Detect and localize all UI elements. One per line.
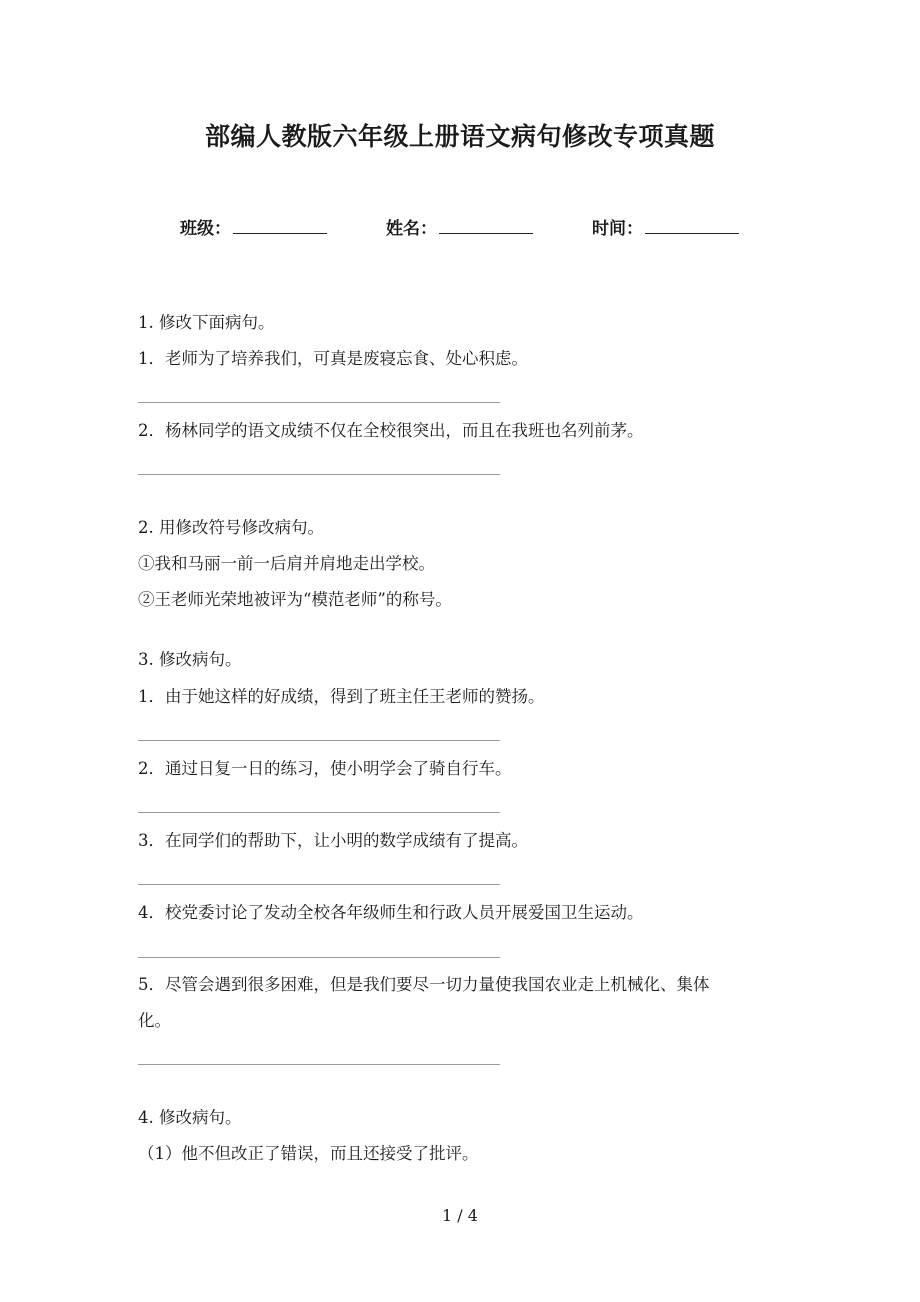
question-3-item-4: 4．校党委讨论了发动全校各年级师生和行政人员开展爱国卫生运动。 xyxy=(138,903,644,922)
question-3-item-1: 1．由于她这样的好成绩，得到了班主任王老师的赞扬。 xyxy=(138,687,545,706)
class-field xyxy=(180,214,327,239)
question-3-item-5: 5．尽管会遇到很多困难，但是我们要尽一切力量使我国农业走上机械化、集体 xyxy=(138,975,710,994)
document-title: 部编人教版六年级上册语文病句修改专项真题 xyxy=(204,122,715,151)
answer-line[interactable] xyxy=(138,884,500,885)
question-1-item-2: 2．杨林同学的语文成绩不仅在全校很突出，而且在我班也名列前茅。 xyxy=(138,421,644,440)
question-3-heading: 3. 修改病句。 xyxy=(138,650,242,669)
question-4-item-1: （1）他不但改正了错误，而且还接受了批评。 xyxy=(138,1144,479,1163)
question-3-item-5-cont: 化。 xyxy=(138,1011,171,1030)
question-1-item-1: 1．老师为了培养我们，可真是废寝忘食、处心积虑。 xyxy=(138,349,528,368)
time-field xyxy=(592,214,739,239)
name-field xyxy=(386,214,533,239)
class-blank[interactable] xyxy=(233,216,327,234)
page-number: 1 / 4 xyxy=(442,1206,478,1225)
answer-line[interactable] xyxy=(138,957,500,958)
question-2-heading: 2. 用修改符号修改病句。 xyxy=(138,518,324,537)
question-3-item-2: 2．通过日复一日的练习，使小明学会了骑自行车。 xyxy=(138,759,512,778)
time-label: 时间： xyxy=(592,219,643,239)
answer-line[interactable] xyxy=(138,812,500,813)
name-blank[interactable] xyxy=(439,216,533,234)
question-3-item-3: 3．在同学们的帮助下，让小明的数学成绩有了提高。 xyxy=(138,831,528,850)
question-4-heading: 4. 修改病句。 xyxy=(138,1108,242,1127)
class-label: 班级： xyxy=(180,219,231,239)
time-blank[interactable] xyxy=(645,216,739,234)
name-label: 姓名： xyxy=(386,219,437,239)
answer-line[interactable] xyxy=(138,740,500,741)
question-2-item-2: ②王老师光荣地被评为“模范老师”的称号。 xyxy=(138,590,452,609)
answer-line[interactable] xyxy=(138,1064,500,1065)
question-1-heading: 1. 修改下面病句。 xyxy=(138,313,275,332)
answer-line[interactable] xyxy=(138,474,500,475)
question-2-item-1: ①我和马丽一前一后肩并肩地走出学校。 xyxy=(138,554,435,573)
answer-line[interactable] xyxy=(138,402,500,403)
